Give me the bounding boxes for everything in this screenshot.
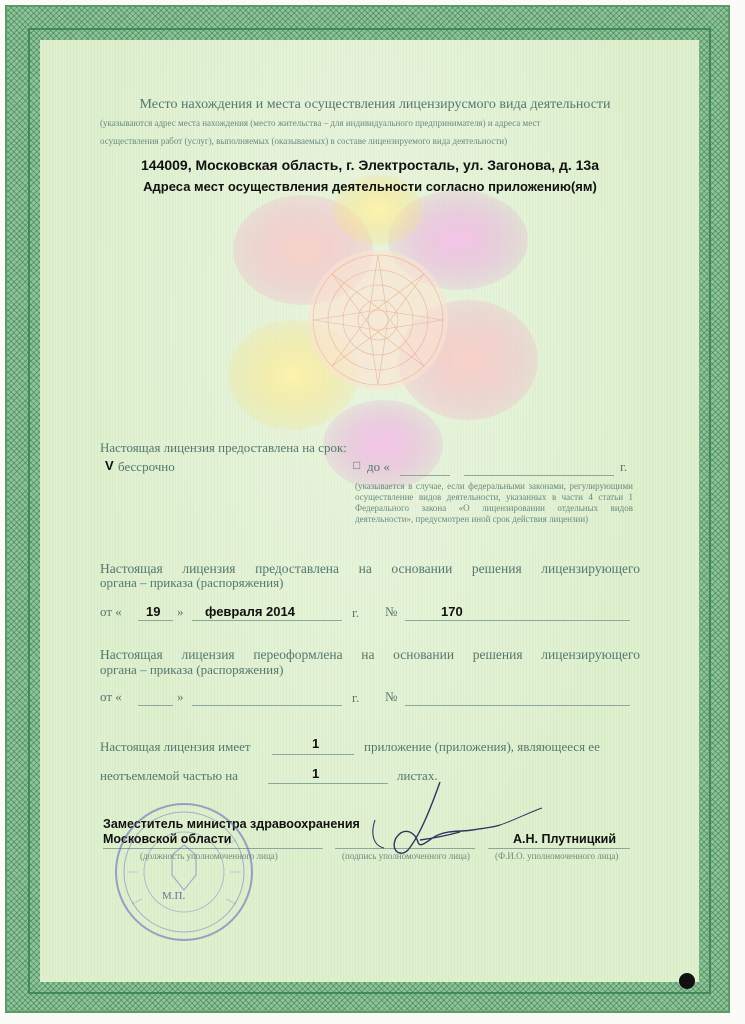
reissue-month-line — [192, 705, 342, 706]
term-note: (указывается в случае, если федеральными законами, регулирующими осуществление видов деятельности, указанных в части 4 статьи 1 Федерального закона «О лицензировании отдельных видов деятельности», предусмотрен иной срок действия лицензии) — [355, 481, 633, 524]
punch-hole — [679, 973, 695, 989]
term-label: Настоящая лицензия предоставлена на срок: — [100, 440, 347, 455]
reissue-line-1: Настоящая лицензия переоформлена на основании решения лицензирующего — [100, 647, 640, 662]
header-note-line-1: (указываются адрес места нахождения (место жительства – для индивидуального предпринимателя) и адреса мест — [100, 118, 541, 128]
reissue-number-line — [405, 705, 630, 706]
until-checkbox: □ — [353, 458, 361, 472]
reissue-number-sign: № — [385, 689, 398, 704]
basis-day-line — [138, 620, 173, 621]
until-year-suffix: г. — [620, 459, 628, 474]
position-caption: (должность уполномоченного лица) — [140, 851, 278, 861]
appendix-count: 1 — [312, 736, 320, 751]
header-note-line-2: осуществления работ (услуг), выполняемых (оказываемых) в составе лицензируемого вида деятельности) — [100, 136, 508, 146]
signatory-position-line-2: Московской области — [103, 832, 232, 846]
reissue-year-suffix: г. — [352, 690, 360, 705]
basis-number-line — [405, 620, 630, 621]
addresses-note: Адреса мест осуществления деятельности согласно приложению(ям) — [143, 179, 597, 194]
official-stamp — [112, 800, 257, 945]
reissue-from: от « — [100, 689, 122, 704]
unlimited-check-mark: V — [105, 458, 114, 473]
basis-month-year: февраля 2014 — [205, 604, 295, 619]
until-day-line — [400, 475, 450, 476]
basis-number-sign: № — [385, 604, 398, 619]
basis-day: 19 — [146, 604, 161, 619]
until-month-line — [464, 475, 614, 476]
name-caption: (Ф.И.О. уполномоченного лица) — [495, 851, 619, 861]
licensee-address: 144009, Московская область, г. Электросталь, ул. Загонова, д. 13а — [141, 157, 599, 173]
basis-month-line — [192, 620, 342, 621]
reissue-close: » — [177, 689, 184, 704]
basis-number: 170 — [441, 604, 463, 619]
basis-close: » — [177, 604, 184, 619]
appendix-line-2-end: листах. — [397, 768, 438, 783]
basis-line-1: Настоящая лицензия предоставлена на основании решения лицензирующего — [100, 561, 640, 576]
stamp-label: М.П. — [162, 890, 186, 902]
basis-from: от « — [100, 604, 122, 619]
unlimited-option: бессрочно — [118, 459, 175, 474]
basis-year-suffix: г. — [352, 605, 360, 620]
signatory-name: А.Н. Плутницкий — [513, 832, 617, 846]
appendix-line-1-start: Настоящая лицензия имеет — [100, 739, 251, 754]
appendix-sheets: 1 — [312, 766, 320, 781]
until-label: до « — [367, 459, 390, 474]
appendix-line-1-end: приложение (приложения), являющееся ее — [364, 739, 600, 754]
header-title: Место нахождения и места осуществления лицензирусмого вида деятельности — [139, 97, 611, 112]
signatory-position-line-1: Заместитель министра здравоохранения — [103, 817, 360, 831]
signature-caption: (подпись уполномоченного лица) — [342, 851, 470, 861]
handwritten-signature — [360, 780, 550, 860]
basis-line-2: органа – приказа (распоряжения) — [100, 575, 284, 590]
reissue-day-line — [138, 705, 173, 706]
appendix-line-2-start: неотъемлемой частью на — [100, 768, 239, 783]
reissue-line-2: органа – приказа (распоряжения) — [100, 662, 284, 677]
appendix-count-line — [272, 754, 354, 755]
